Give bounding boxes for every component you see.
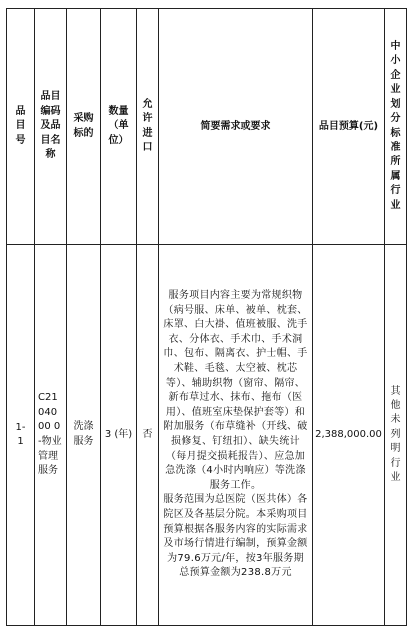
cell-procurement-target bbox=[67, 245, 101, 626]
item-code-name-value: C2104000 0-物业管理服务 bbox=[38, 392, 62, 477]
header-procurement-target-label: 采购标的 bbox=[73, 113, 94, 139]
header-procurement-target bbox=[67, 9, 101, 245]
budget-value: 2,388,000.00 bbox=[315, 428, 382, 440]
header-industry-label: 中小企业划分标准所属行业 bbox=[390, 41, 401, 211]
header-item-no bbox=[7, 9, 35, 245]
cell-item-code-name bbox=[35, 245, 67, 626]
procurement-target-value: 洗涤服务 bbox=[73, 421, 94, 447]
header-quantity-label: 数量（单位） bbox=[108, 105, 129, 146]
table-header-row bbox=[7, 9, 407, 245]
header-item-no-label: 品目号 bbox=[15, 105, 26, 146]
quantity-value: 3 (年) bbox=[104, 428, 133, 440]
header-requirements-label: 简要需求或要求 bbox=[200, 120, 271, 132]
requirements-paragraph-2: 服务范围为总医院（医共体）各院区及各基层分院。本采购项目预算根据各服务内容的实际需求及市场行情进行编制，预算金额为79.6万元/年，按3年服务期总预算金额为238.8万元 bbox=[163, 494, 308, 579]
header-budget bbox=[313, 9, 385, 245]
import-allowed-value: 否 bbox=[142, 428, 153, 440]
item-no-value: 1-1 bbox=[15, 421, 26, 447]
cell-industry bbox=[385, 245, 407, 626]
table-row bbox=[7, 245, 407, 626]
procurement-table-page bbox=[6, 8, 406, 626]
cell-requirements bbox=[159, 245, 313, 626]
header-import-allowed bbox=[137, 9, 159, 245]
header-item-code-name-label: 品目编码及品目名称 bbox=[40, 91, 61, 161]
header-quantity bbox=[101, 9, 137, 245]
header-budget-label: 品目预算(元) bbox=[318, 120, 379, 132]
header-item-code-name bbox=[35, 9, 67, 245]
procurement-items-table bbox=[6, 8, 407, 626]
requirements-paragraph-1: 服务项目内容主要为常规织物（病号服、床单、被单、枕套、床罩、白大褂、值班被服、洗手衣、分体衣、手术巾、手术洞巾、包布、隔离衣、护士帽、手术鞋、毛毯、太空被、枕芯等）、辅助织物（窗帘、隔帘、新布草过水、抹布、拖布（医用）、值班室床垫保护套等）和附加服务（布草缝补（开线、破损修复、钉纽扣）、缺失统计（每月提交损耗报告）、应急加急洗涤（4小时内响应）等洗涤服务工作。 bbox=[163, 290, 308, 491]
cell-item-no bbox=[7, 245, 35, 626]
header-requirements bbox=[159, 9, 313, 245]
cell-quantity bbox=[101, 245, 137, 626]
header-import-allowed-label: 允许进口 bbox=[142, 98, 153, 153]
header-industry bbox=[385, 9, 407, 245]
cell-budget bbox=[313, 245, 385, 626]
cell-import-allowed bbox=[137, 245, 159, 626]
industry-value: 其他未列明行业 bbox=[390, 385, 401, 484]
